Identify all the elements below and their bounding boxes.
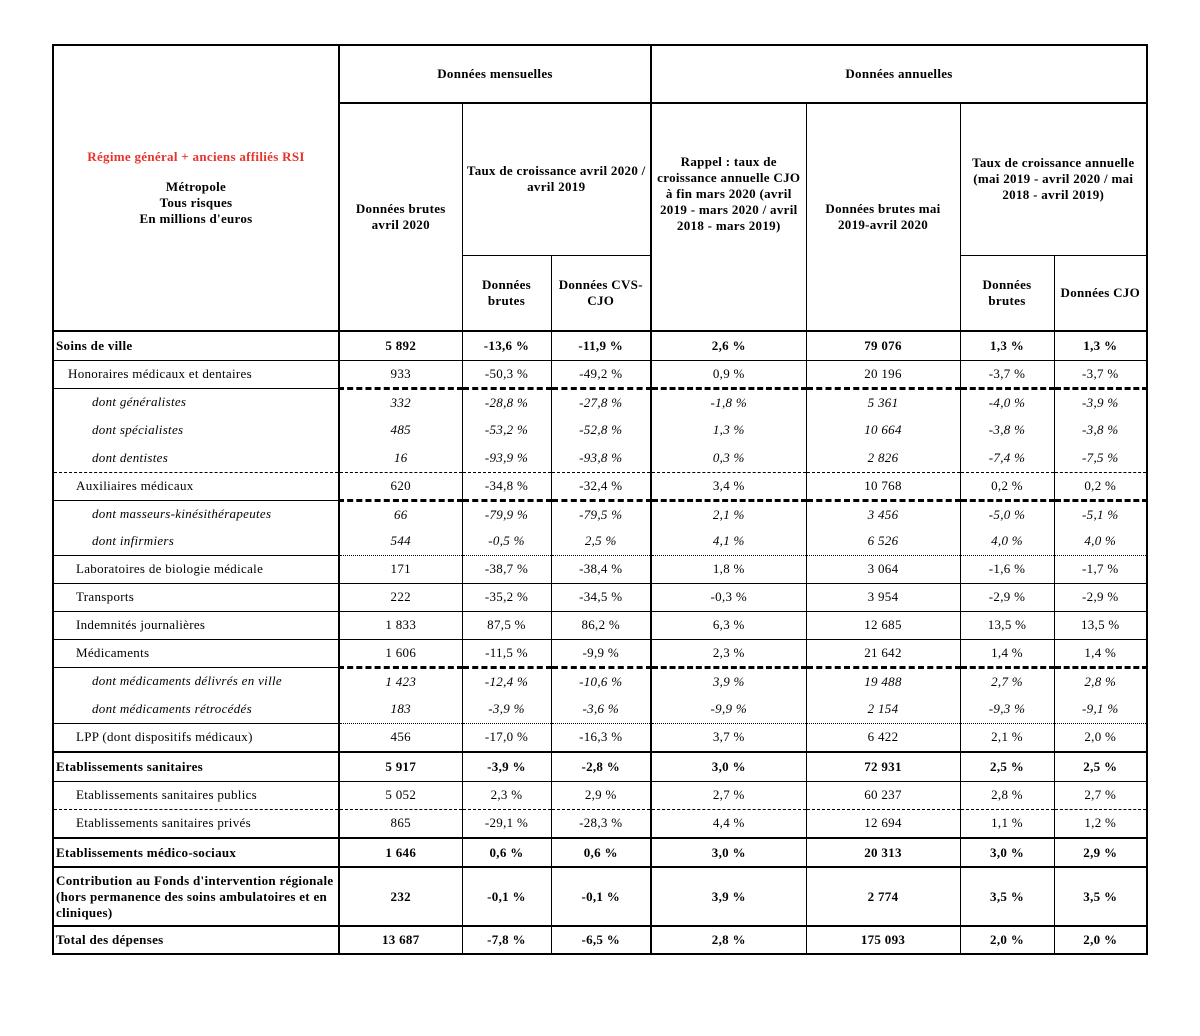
cell: 4,0 %	[960, 528, 1054, 555]
cell: 12 685	[806, 611, 960, 639]
col-taux-croissance: Taux de croissance avril 2020 / avril 2019	[462, 103, 651, 255]
table-row	[53, 867, 1147, 926]
cell: 2,3 %	[462, 781, 551, 809]
cell: -34,8 %	[462, 472, 551, 500]
cell: 1,3 %	[651, 416, 806, 444]
cell: 2,7 %	[1054, 781, 1147, 809]
cell: 175 093	[806, 926, 960, 954]
cell: -3,7 %	[1054, 360, 1147, 388]
cell: 1,1 %	[960, 809, 1054, 838]
cell: 1 833	[339, 611, 462, 639]
row-label: dont dentistes	[92, 449, 169, 465]
col-brutes-avril: Données brutes avril 2020	[339, 103, 462, 331]
cell: 3,5 %	[1054, 867, 1147, 926]
cell: 171	[339, 555, 462, 583]
cell: -49,2 %	[551, 360, 651, 388]
cell: 2,7 %	[960, 667, 1054, 695]
cell: -0,5 %	[462, 528, 551, 555]
table-row	[53, 500, 1147, 528]
cell: 4,4 %	[651, 809, 806, 838]
expenses-table	[52, 44, 1148, 955]
cell: 183	[339, 695, 462, 723]
cell: -1,6 %	[960, 555, 1054, 583]
row-label: Auxiliaires médicaux	[53, 472, 339, 500]
cell: -2,9 %	[960, 583, 1054, 611]
cell: 6 422	[806, 723, 960, 752]
cell: 0,6 %	[551, 838, 651, 867]
cell: -5,1 %	[1054, 500, 1147, 528]
cell: -1,7 %	[1054, 555, 1147, 583]
cell: 3,9 %	[651, 667, 806, 695]
cell: 4,0 %	[1054, 528, 1147, 555]
row-label: dont généralistes	[53, 388, 339, 416]
cell: 1,4 %	[1054, 639, 1147, 667]
cell: -6,5 %	[551, 926, 651, 954]
regime-title: Régime général + anciens affiliés RSI	[87, 149, 305, 164]
subtitle-units: En millions d'euros	[139, 211, 253, 226]
cell: 1,3 %	[1054, 331, 1147, 360]
table-row	[53, 926, 1147, 954]
cell: 3 064	[806, 555, 960, 583]
cell: 485	[339, 416, 462, 444]
cell: 20 196	[806, 360, 960, 388]
table-title-cell	[53, 45, 339, 331]
table-row	[53, 752, 1147, 781]
cell: 3,9 %	[651, 867, 806, 926]
row-label: Médicaments	[53, 639, 339, 667]
cell: 2 774	[806, 867, 960, 926]
cell: -11,5 %	[462, 639, 551, 667]
cell: 933	[339, 360, 462, 388]
group-header-monthly: Données mensuelles	[339, 45, 651, 103]
cell: 2,9 %	[1054, 838, 1147, 867]
col-taux-annuel: Taux de croissance annuelle (mai 2019 - avril 2020 / mai 2018 - avril 2019)	[960, 103, 1147, 255]
cell: 79 076	[806, 331, 960, 360]
cell: 544	[339, 528, 462, 555]
cell: -52,8 %	[551, 416, 651, 444]
cell: -5,0 %	[960, 500, 1054, 528]
row-label: dont masseurs-kinésithérapeutes	[53, 500, 339, 528]
subtitle-metropole: Métropole	[165, 179, 227, 194]
cell: 0,3 %	[651, 444, 806, 472]
table-row	[53, 360, 1147, 388]
row-label: Transports	[53, 583, 339, 611]
subtitle-risques: Tous risques	[159, 195, 233, 210]
cell: 3,4 %	[651, 472, 806, 500]
table-row	[53, 809, 1147, 838]
cell: 865	[339, 809, 462, 838]
cell: 1,2 %	[1054, 809, 1147, 838]
cell: 19 488	[806, 667, 960, 695]
cell: 2,5 %	[551, 528, 651, 555]
table-row	[53, 555, 1147, 583]
table-row	[53, 444, 1147, 472]
row-label: dont médicaments délivrés en ville	[53, 667, 339, 695]
cell: 456	[339, 723, 462, 752]
cell: 2 826	[806, 444, 960, 472]
cell: 2,6 %	[651, 331, 806, 360]
table-row	[53, 781, 1147, 809]
cell: 5 361	[806, 388, 960, 416]
table-row	[53, 838, 1147, 867]
table-row	[53, 331, 1147, 360]
cell: 13,5 %	[1054, 611, 1147, 639]
cell: 3,0 %	[960, 838, 1054, 867]
cell: -79,9 %	[462, 500, 551, 528]
cell: -79,5 %	[551, 500, 651, 528]
cell: 21 642	[806, 639, 960, 667]
cell: -3,7 %	[960, 360, 1054, 388]
table-row	[53, 723, 1147, 752]
cell: -17,0 %	[462, 723, 551, 752]
cell: -3,9 %	[462, 695, 551, 723]
sub-cjo: Données CJO	[1054, 255, 1147, 331]
cell: 332	[339, 388, 462, 416]
cell: 2,8 %	[960, 781, 1054, 809]
cell: -38,4 %	[551, 555, 651, 583]
cell: 1 423	[339, 667, 462, 695]
row-label: Indemnités journalières	[53, 611, 339, 639]
cell: 2,0 %	[960, 926, 1054, 954]
cell: -3,6 %	[551, 695, 651, 723]
cell: 2 154	[806, 695, 960, 723]
cell: 0,2 %	[1054, 472, 1147, 500]
col-rappel: Rappel : taux de croissance annuelle CJO à fin mars 2020 (avril 2019 - mars 2020 / avril 2018 - mars 2019)	[651, 103, 806, 331]
cell: -35,2 %	[462, 583, 551, 611]
cell: -0,1 %	[551, 867, 651, 926]
cell: 5 917	[339, 752, 462, 781]
cell: 10 664	[806, 416, 960, 444]
cell: 60 237	[806, 781, 960, 809]
cell: 16	[339, 444, 462, 472]
cell: -9,9 %	[551, 639, 651, 667]
cell: -3,8 %	[1054, 416, 1147, 444]
cell: -93,9 %	[462, 444, 551, 472]
cell: 87,5 %	[462, 611, 551, 639]
group-header-annual: Données annuelles	[651, 45, 1147, 103]
cell: -1,8 %	[651, 388, 806, 416]
row-label: Laboratoires de biologie médicale	[53, 555, 339, 583]
cell: 13,5 %	[960, 611, 1054, 639]
cell: 3,7 %	[651, 723, 806, 752]
row-label: Etablissements sanitaires publics	[53, 781, 339, 809]
cell: -16,3 %	[551, 723, 651, 752]
cell: -12,4 %	[462, 667, 551, 695]
table-row	[53, 388, 1147, 416]
cell: -29,1 %	[462, 809, 551, 838]
cell: -3,9 %	[1054, 388, 1147, 416]
table-row	[53, 416, 1147, 444]
cell: -28,3 %	[551, 809, 651, 838]
cell: -27,8 %	[551, 388, 651, 416]
cell: 5 892	[339, 331, 462, 360]
cell: -2,8 %	[551, 752, 651, 781]
cell: -2,9 %	[1054, 583, 1147, 611]
cell: 222	[339, 583, 462, 611]
cell: -38,7 %	[462, 555, 551, 583]
cell: -50,3 %	[462, 360, 551, 388]
cell: -28,8 %	[462, 388, 551, 416]
cell: 3,0 %	[651, 752, 806, 781]
table-row	[53, 583, 1147, 611]
cell: 2,5 %	[960, 752, 1054, 781]
cell: 1 646	[339, 838, 462, 867]
table-row	[53, 639, 1147, 667]
row-label: dont spécialistes	[92, 422, 184, 437]
cell: 2,9 %	[551, 781, 651, 809]
cell: 2,5 %	[1054, 752, 1147, 781]
cell: 1,4 %	[960, 639, 1054, 667]
row-label: Soins de ville	[56, 337, 133, 353]
cell: -3,8 %	[960, 416, 1054, 444]
cell: 2,1 %	[651, 500, 806, 528]
row-label: dont infirmiers	[92, 533, 175, 549]
row-label: Honoraires médicaux et dentaires	[53, 360, 339, 388]
cell: -32,4 %	[551, 472, 651, 500]
table-row	[53, 611, 1147, 639]
cell: -0,3 %	[651, 583, 806, 611]
cell: 5 052	[339, 781, 462, 809]
cell: -9,9 %	[651, 695, 806, 723]
cell: 3 456	[806, 500, 960, 528]
cell: 0,2 %	[960, 472, 1054, 500]
cell: 2,7 %	[651, 781, 806, 809]
cell: -7,8 %	[462, 926, 551, 954]
cell: 2,1 %	[960, 723, 1054, 752]
cell: -53,2 %	[462, 416, 551, 444]
cell: -7,5 %	[1054, 444, 1147, 472]
cell: -9,1 %	[1054, 695, 1147, 723]
cell: -34,5 %	[551, 583, 651, 611]
cell: 3,5 %	[960, 867, 1054, 926]
sub-brutes: Données brutes	[462, 255, 551, 331]
row-label: Etablissements sanitaires privés	[53, 809, 339, 838]
row-label: LPP (dont dispositifs médicaux)	[53, 723, 339, 752]
cell: 232	[339, 867, 462, 926]
table-row	[53, 472, 1147, 500]
cell: 13 687	[339, 926, 462, 954]
cell: -0,1 %	[462, 867, 551, 926]
cell: -13,6 %	[462, 331, 551, 360]
cell: 2,0 %	[1054, 723, 1147, 752]
row-label: Total des dépenses	[53, 926, 339, 954]
cell: 1,3 %	[960, 331, 1054, 360]
cell: 1,8 %	[651, 555, 806, 583]
cell: 72 931	[806, 752, 960, 781]
cell: -10,6 %	[551, 667, 651, 695]
cell: 66	[339, 500, 462, 528]
cell: 0,6 %	[462, 838, 551, 867]
cell: 3 954	[806, 583, 960, 611]
col-brutes-annuelles: Données brutes mai 2019-avril 2020	[806, 103, 960, 331]
cell: -4,0 %	[960, 388, 1054, 416]
row-label: Etablissements sanitaires	[53, 752, 339, 781]
cell: 2,0 %	[1054, 926, 1147, 954]
cell: -11,9 %	[551, 331, 651, 360]
cell: -93,8 %	[551, 444, 651, 472]
cell: 86,2 %	[551, 611, 651, 639]
cell: 0,9 %	[651, 360, 806, 388]
cell: 620	[339, 472, 462, 500]
cell: 1 606	[339, 639, 462, 667]
cell: 12 694	[806, 809, 960, 838]
sub-cvs-cjo: Données CVS-CJO	[551, 255, 651, 331]
row-label: Etablissements médico-sociaux	[53, 838, 339, 867]
cell: -9,3 %	[960, 695, 1054, 723]
cell: -3,9 %	[462, 752, 551, 781]
table-row	[53, 667, 1147, 695]
cell: 20 313	[806, 838, 960, 867]
row-label: Contribution au Fonds d'intervention régionale (hors permanence des soins ambulatoires et en cliniques)	[53, 867, 339, 926]
cell: 2,3 %	[651, 639, 806, 667]
cell: 6 526	[806, 528, 960, 555]
cell: 10 768	[806, 472, 960, 500]
cell: 3,0 %	[651, 838, 806, 867]
cell: 4,1 %	[651, 528, 806, 555]
row-label: dont médicaments rétrocédés	[92, 700, 252, 716]
sub-brutes-annual: Données brutes	[960, 255, 1054, 331]
cell: 2,8 %	[1054, 667, 1147, 695]
cell: 2,8 %	[651, 926, 806, 954]
cell: 6,3 %	[651, 611, 806, 639]
cell: -7,4 %	[960, 444, 1054, 472]
table-row	[53, 528, 1147, 555]
table-row	[53, 695, 1147, 723]
